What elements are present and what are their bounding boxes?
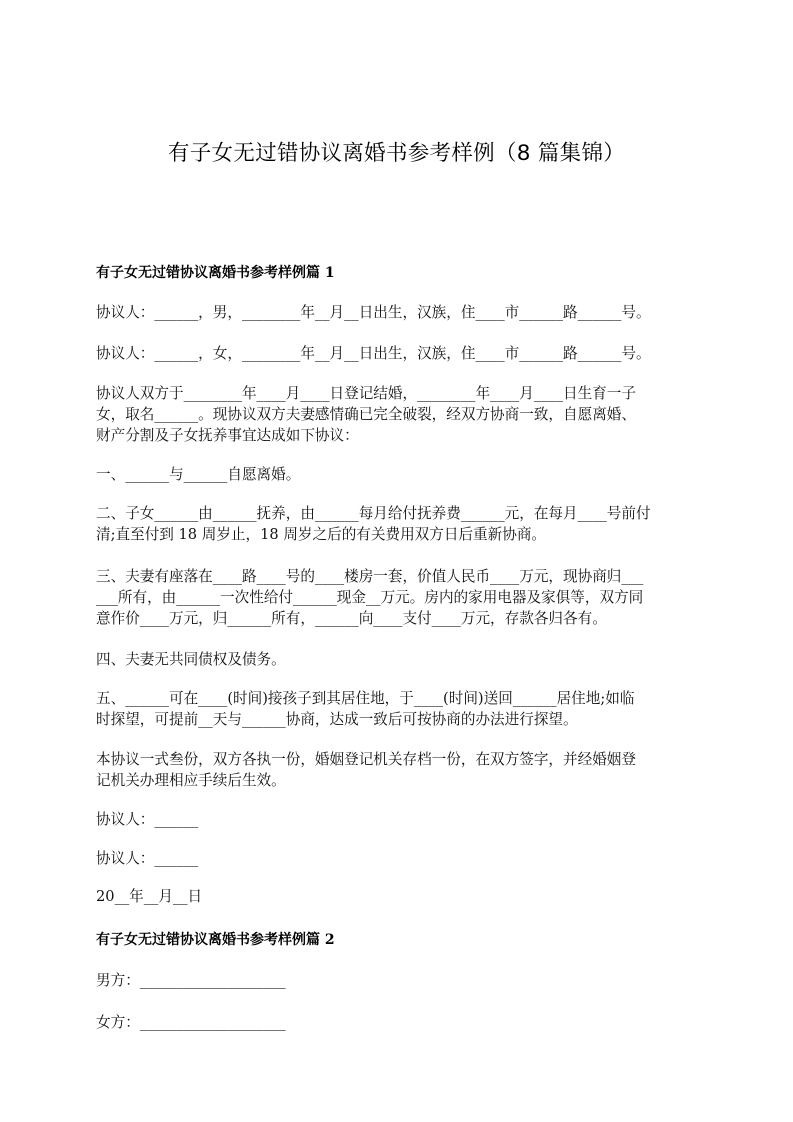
section-2-heading: 有子女无过错协议离婚书参考样例篇 2 [96,932,335,948]
party-2-line: 协议人：______，女，________年__月__日出生，汉族，住____市______路______号。 [96,345,651,362]
signature-1: 协议人：______ [96,811,199,828]
clause-3-line-1: 三、夫妻有座落在____路____号的____楼房一套，价值人民币____万元，现协商归___ [96,568,644,585]
clause-3-line-2: ___所有，由______一次性给付______现金__万元。房内的家用电器及家俱等，双方同 [96,589,644,606]
clause-3-line-3: 意作价____万元，归______所有，______向____支付____万元，存款各归各有。 [96,610,607,627]
woman-line: 女方：____________________ [96,1014,286,1031]
man-line: 男方：____________________ [96,972,286,989]
document-title: 有子女无过错协议离婚书参考样例（8 篇集锦） [167,141,626,166]
closing-line-2: 记机关办理相应手续后生效。 [96,772,286,789]
clause-4: 四、夫妻无共同债权及债务。 [96,651,286,668]
date-line: 20__年__月__日 [96,888,203,905]
clause-5-line-2: 时探望，可提前__天与______协商，达成一致后可按协商的办法进行探望。 [96,711,578,728]
closing-line-1: 本协议一式叁份，双方各执一份，婚姻登记机关存档一份，在双方签字，并经婚姻登 [96,751,636,768]
clause-2-line-2: 清;直至付到 18 周岁止，18 周岁之后的有关费用双方日后重新协商。 [96,526,547,543]
intro-line-3: 财产分割及子女抚养事宜达成如下协议： [96,427,359,444]
clause-1: 一、______与______自愿离婚。 [96,466,301,483]
party-1-line: 协议人：______，男，________年__月__日出生，汉族，住____市______路______号。 [96,304,651,321]
signature-2: 协议人：______ [96,850,199,867]
intro-line-2: 女，取名______。现协议双方夫妻感情确已完全破裂，经双方协商一致，自愿离婚、 [96,406,636,423]
clause-2-line-1: 二、子女______由______抚养，由______每月给付抚养费______元，在每月____号前付 [96,505,651,522]
clause-5-line-1: 五、______可在____(时间)接孩子到其居住地，于____(时间)送回______居住地;如临 [96,690,635,707]
section-1-heading: 有子女无过错协议离婚书参考样例篇 1 [96,265,335,281]
intro-line-1: 协议人双方于________年____月____日登记结婚，________年____月____日生育一子 [96,385,636,402]
